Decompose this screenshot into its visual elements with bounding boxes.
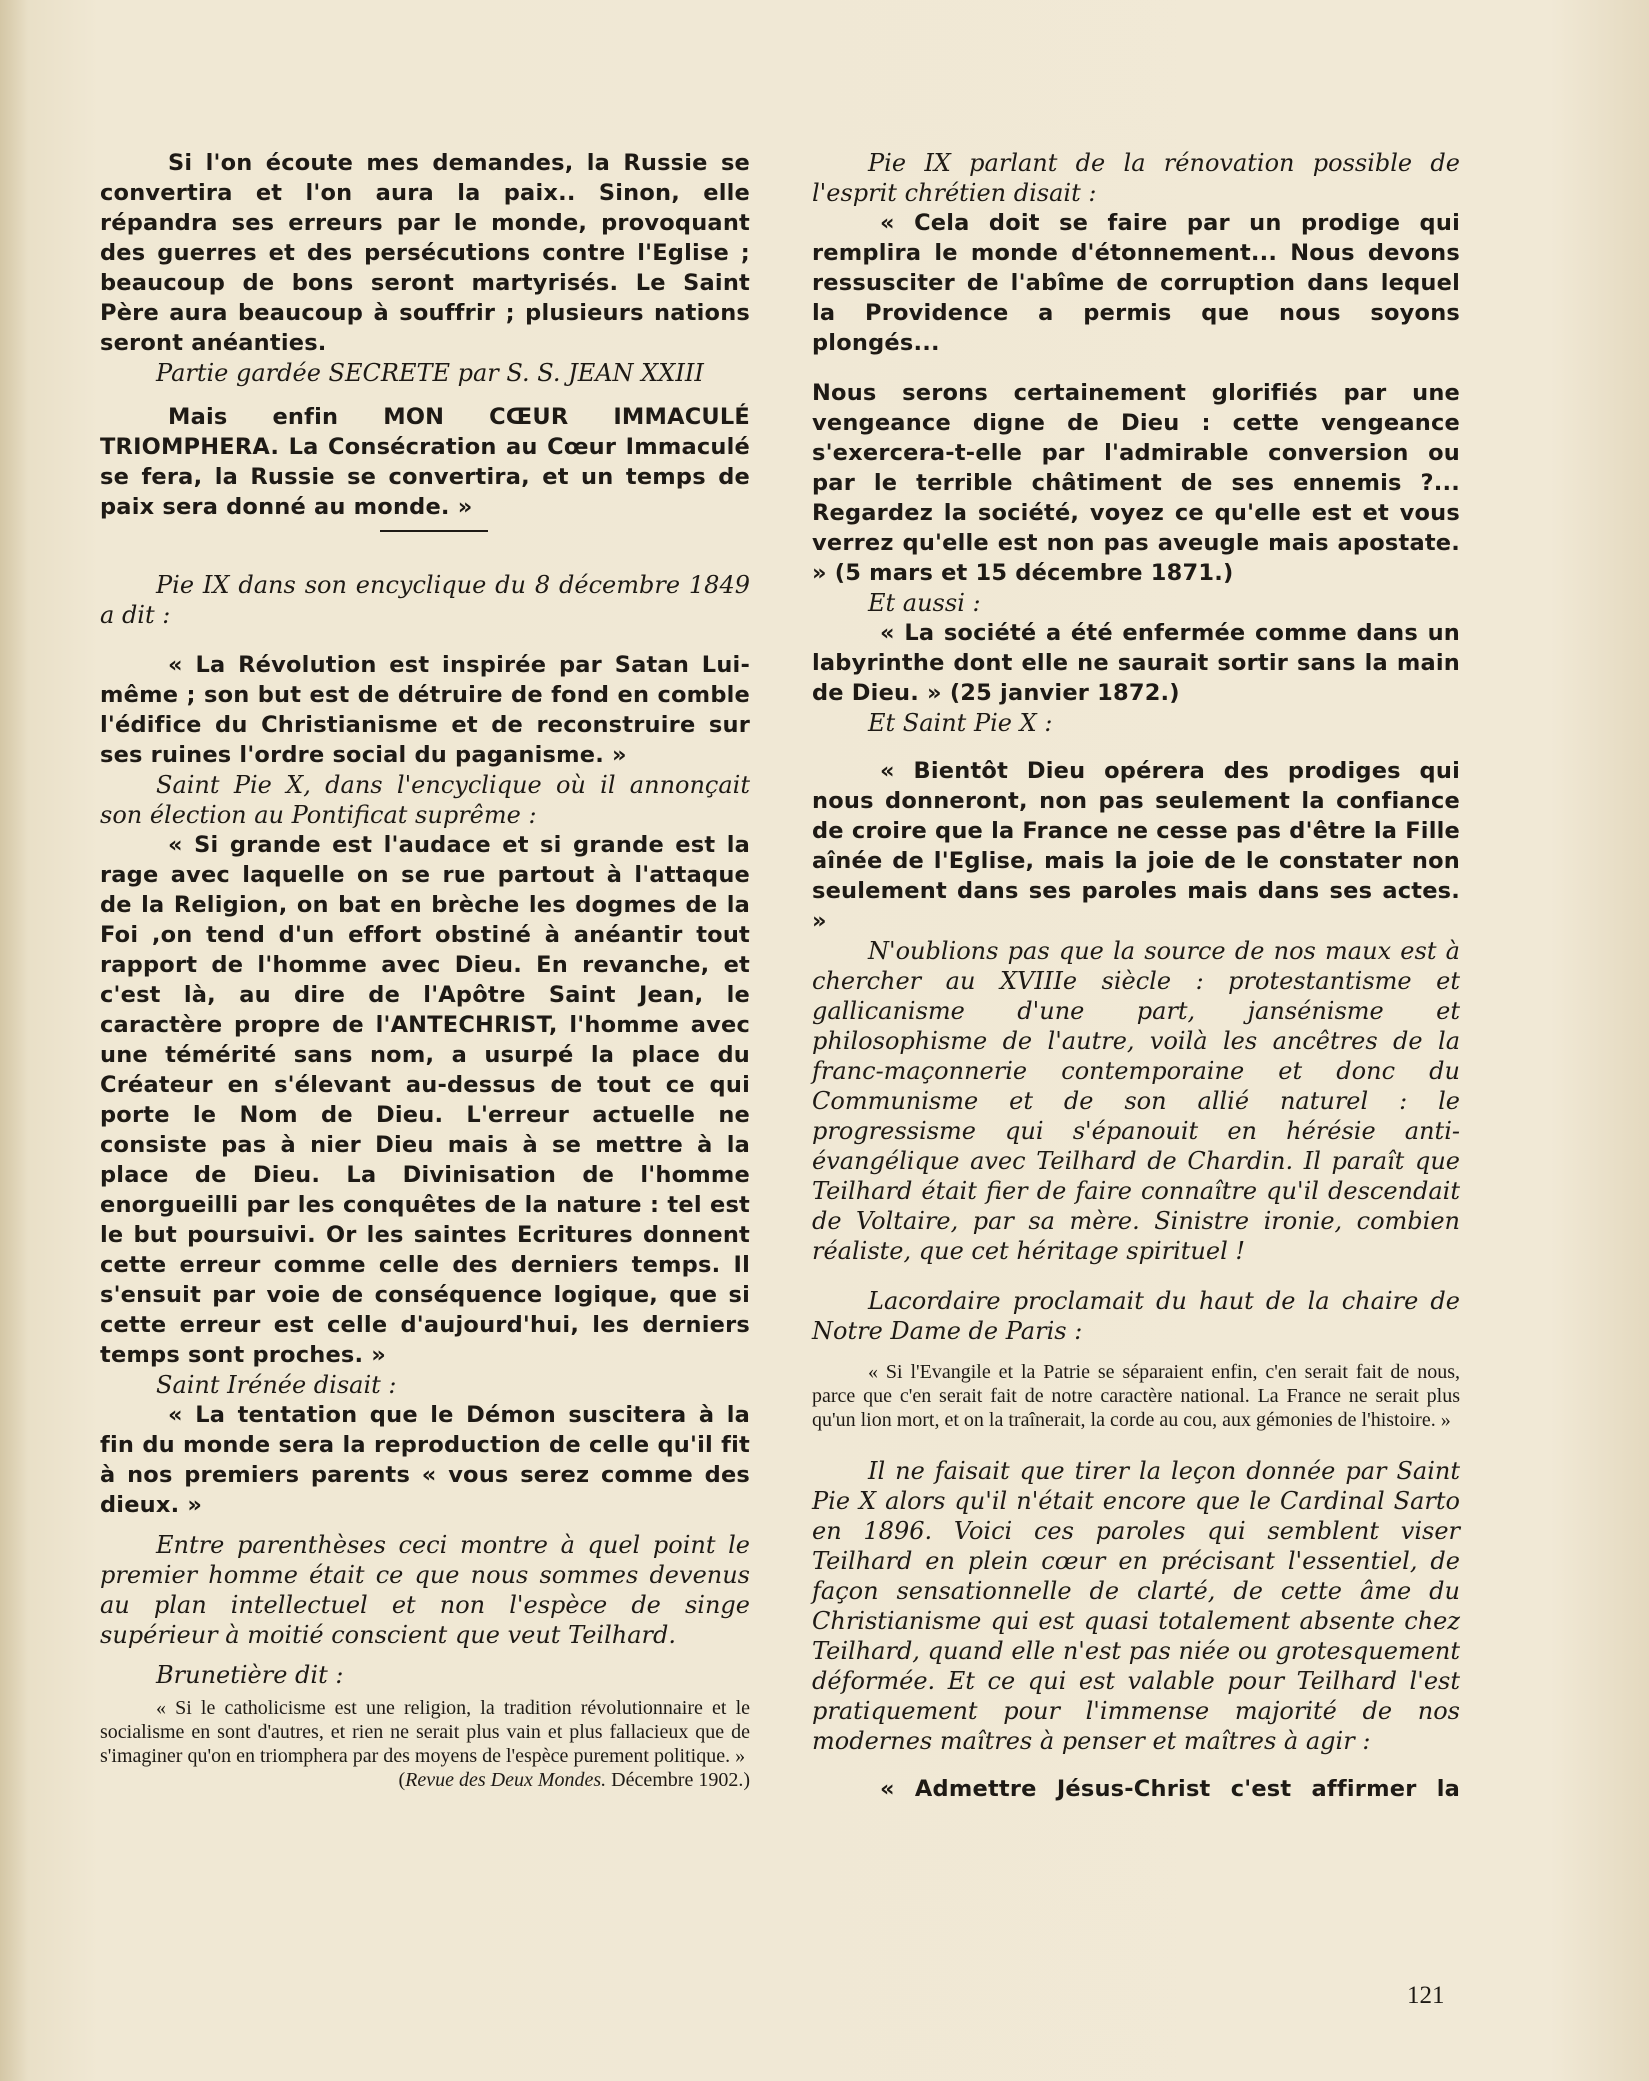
first-man-paragraph: Entre parenthèses ceci montre à quel point le premier homme était ce que nous sommes devenus au plan intellectuel et non l'espèce de singe supérieur à moitié conscient que veut Teilhard.	[100, 1531, 750, 1649]
citation-journal: Revue des Deux Mondes.	[405, 1769, 607, 1791]
saint-pius-x-intro: Et Saint Pie X :	[868, 709, 1053, 737]
source-of-evils-paragraph: N'oublions pas que la source de nos maux est à chercher au XVIIIe siècle : protestantisme et gallicanisme d'une part, jansénisme et philosophisme de l'autre, voilà les ancêtres de la franc-maçonnerie contemporaine et donc du Communisme et de son allié naturel : le progressisme qui s'épanouit en hérésie anti-évangélique avec Teilhard de Chardin. Il paraît que Teilhard était fier de faire connaître qu'il descendait de Voltaire, par sa mère. Sinistre ironie, combien réaliste, que cet héritage spirituel !	[812, 937, 1460, 1265]
prodigy-quote: « Cela doit se faire par un prodige qui remplira le monde d'étonnement... Nous devons ressusciter de l'abîme de corruption dans lequel la Providence a permis que nous soyons plongés...	[812, 210, 1460, 356]
france-eldest-daughter-quote: « Bientôt Dieu opérera des prodiges qui nous donneront, non pas seulement la confiance de croire que la France ne cesse pas d'être la Fille aînée de l'Eglise, mais la joie de le constater non seulement dans ses paroles mais dans ses actes. »	[812, 758, 1460, 934]
brunetiere-intro: Brunetière dit :	[156, 1661, 344, 1689]
cardinal-sarto-paragraph: Il ne faisait que tirer la leçon donnée par Saint Pie X alors qu'il n'était encore que le Cardinal Sarto en 1896. Voici ces paroles qui semblent viser Teilhard en plein cœur en précisant l'essentiel, de façon sensationnelle de clarté, de cette âme du Christianisme qui est quasi totalement absente chez Teilhard, quand elle n'est pas niée ou grotesquement déformée. Et ce qui est valable pour Teilhard l'est pratiquement pour l'immense majorité de nos modernes maîtres à penser et maîtres à agir :	[812, 1457, 1460, 1755]
pius-ix-encyclical-intro: Pie IX dans son encyclique du 8 décembre 1849 a dit :	[100, 571, 750, 629]
secret-part-heading: Partie gardée SECRETE par S. S. JEAN XXIII	[156, 359, 704, 387]
lacordaire-intro: Lacordaire proclamait du haut de la chaire de Notre Dame de Paris :	[812, 1287, 1460, 1345]
vengeance-quote: Nous serons certainement glorifiés par une vengeance digne de Dieu : cette vengeance s'exercera-t-elle par l'admirable conversion ou par le terrible châtiment de ses ennemis ?... Regardez la société, voyez ce qu'elle est et vous verrez qu'elle est non pas aveugle mais apostate. » (5 mars et 15 décembre 1871.)	[812, 380, 1460, 586]
page-number: 121	[1407, 1982, 1445, 2009]
right-column	[812, 148, 1460, 1804]
left-column	[100, 148, 750, 1792]
citation-date: Décembre 1902.	[611, 1769, 744, 1791]
revolution-quote: « La Révolution est inspirée par Satan Lui-même ; son but est de détruire de fond en comble l'édifice du Christianisme et de reconstruire sur ses ruines l'ordre social du paganisme. »	[100, 652, 750, 768]
section-divider	[380, 530, 488, 532]
saint-irenee-intro: Saint Irénée disait :	[156, 1371, 397, 1399]
and-also-intro: Et aussi :	[868, 589, 981, 617]
admit-jesus-christ-quote: « Admettre Jésus-Christ c'est affirmer la	[880, 1776, 1460, 1802]
pius-x-encyclical-intro: Saint Pie X, dans l'encyclique où il annonçait son élection au Pontificat suprême :	[100, 771, 750, 829]
labyrinth-quote: « La société a été enfermée comme dans un labyrinthe dont elle ne saurait sortir sans la main de Dieu. » (25 janvier 1872.)	[812, 620, 1460, 706]
antichrist-quote: « Si grande est l'audace et si grande est la rage avec laquelle on se rue partout à l'attaque de la Religion, on bat en brèche les dogmes de la Foi ,on tend d'un effort obstiné à anéantir tout rapport de l'homme avec Dieu. En revanche, et c'est là, au dire de l'Apôtre Saint Jean, le caractère propre de l'ANTECHRIST, l'homme avec une témérité sans nom, a usurpé la place du Créateur en s'élevant au-dessus de tout ce qui porte le Nom de Dieu. L'erreur actuelle ne consiste pas à nier Dieu mais à se mettre à la place de Dieu. La Divinisation de l'homme enorgueilli par les conquêtes de la nature : tel est le but poursuivi. Or les saintes Ecritures donnent cette erreur comme celle des derniers temps. Il s'ensuit par voie de conséquence logique, que si cette erreur est celle d'aujourd'hui, les derniers temps sont proches. »	[100, 832, 750, 1368]
fatima-message-paragraph: Si l'on écoute mes demandes, la Russie se convertira et l'on aura la paix.. Sinon, elle répandra ses erreurs par le monde, provoquant des guerres et des persécutions contre l'Eglise ; beaucoup de bons seront martyrisés. Le Saint Père aura beaucoup à souffrir ; plusieurs nations seront anéanties.	[100, 150, 750, 356]
immaculate-heart-paragraph: Mais enfin MON CŒUR IMMACULÉ TRIOMPHERA. La Consécration au Cœur Immaculé se fera, la Russie se convertira, et un temps de paix sera donné au monde. »	[100, 404, 750, 520]
lacordaire-quote: « Si l'Evangile et la Patrie se séparaient enfin, c'en serait fait de nous, parce que c'en serait fait de notre caractère national. La France ne serait plus qu'un lion mort, et on la traînerait, la corde au cou, aux gémonies de l'histoire. »	[812, 1361, 1460, 1431]
citation-source: (Revue des Deux Mondes. Décembre 1902.)	[398, 1769, 750, 1791]
temptation-quote: « La tentation que le Démon suscitera à la fin du monde sera la reproduction de celle qu'il fit à nos premiers parents « vous serez comme des dieux. »	[100, 1402, 750, 1518]
pius-ix-renovation-intro: Pie IX parlant de la rénovation possible de l'esprit chrétien disait :	[812, 149, 1460, 207]
brunetiere-quote: « Si le catholicisme est une religion, la tradition révolutionnaire et le socialisme en sont d'autres, et rien ne serait plus vain et plus fallacieux que de s'imaginer qu'on en triomphera par des moyens de l'espèce purement politique. »	[100, 1697, 750, 1767]
